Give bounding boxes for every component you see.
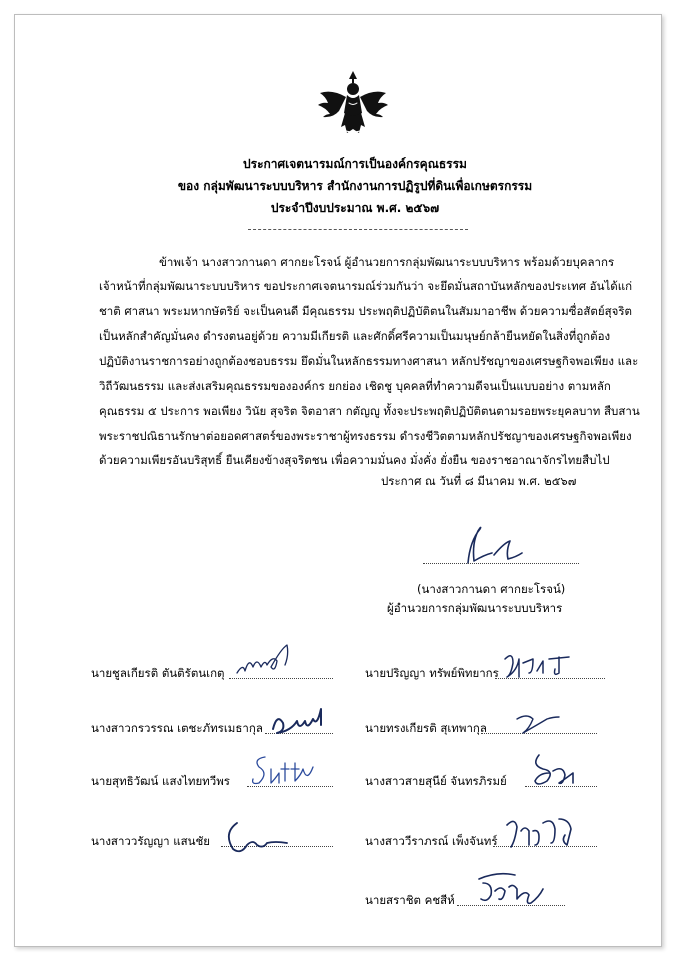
witness-name: นายปริญญา ทรัพย์พิทยากร [365,666,499,680]
witness-name: นางสาวกรวรรณ เตชะภัทรเมธากุล [91,721,263,735]
director-name: (นางสาวกานดา ศากยะโรจน์) [417,582,566,596]
witness-name: นายสราชิต คชสีห์ [365,893,455,907]
body-paragraph-line: ด้วยความเพียรอันบริสุทธิ์ ยืนเคียงข้างสุจริตชน เพื่อความมั่นคง มั่งคั่ง ยั่งยืน ของราชอาณาจักรไทยสืบไป [99,453,610,467]
body-paragraph-line: ข้าพเจ้า นางสาวกานดา ศากยะโรจน์ ผู้อำนวยการกลุ่มพัฒนาระบบบริหาร พร้อมด้วยบุคลากร [159,255,615,269]
witness-signature [513,709,563,737]
director-position: ผู้อำนวยการกลุ่มพัฒนาระบบบริหาร [387,601,563,615]
witness-signature [269,701,329,737]
body-paragraph-line: วิถีวัฒนธรรม และส่งเสริมคุณธรรมขององค์กร ยกย่อง เชิดชู บุคคลที่ทำความดีจนเป็นแบบอย่าง ตามหลัก [99,379,611,393]
witness-name: นายสุทธิวัฒน์ แสงไทยทวีพร [91,774,230,788]
document-page [14,14,662,947]
body-paragraph-line: ปฏิบัติงานราชการอย่างถูกต้องชอบธรรม ยึดมั่นในหลักธรรมทางศาสนา หลักปรัชญาของเศรษฐกิจพอเพียง และ [99,354,639,368]
body-paragraph-line: ชาติ ศาสนา พระมหากษัตริย์ จะเป็นคนดี มีคุณธรรม ประพฤติปฏิบัติตนในสัมมาอาชีพ ด้วยความซื่อสัตย์สุจริต [99,304,633,318]
garuda-emblem-icon [313,67,393,139]
heading-line-1: ประกาศเจตนารมณ์การเป็นองค์กรคุณธรรม [243,157,467,171]
witness-signature [527,749,587,793]
witness-name: นายทรงเกียรติ สุเทพากุล [365,721,487,735]
director-signature [460,523,530,567]
witness-name: นางสาววรัญญา แสนชัย [91,834,211,848]
heading-line-3: ประจำปีงบประมาณ พ.ศ. ๒๕๖๗ [270,201,440,215]
witness-signature [223,817,293,857]
witness-name: นายชูลเกียรติ ตันติรัตนเกตุ [91,666,225,680]
witness-signature [499,811,579,853]
witness-signature [233,643,303,683]
witness-name: นางสาววีราภรณ์ เพ็งจันทร์ [365,834,498,848]
witness-signature [473,869,549,909]
witness-signature [251,749,321,789]
body-paragraph-line: คุณธรรม ๕ ประการ พอเพียง วินัย สุจริต จิตอาสา กตัญญู ทั้งจะประพฤติปฏิบัติตนตามรอยพระยุคลบาท สืบสาน [99,404,640,418]
body-paragraph-line: เจ้าหน้าที่กลุ่มพัฒนาระบบบริหาร ขอประกาศเจตนารมณ์ร่วมกันว่า จะยึดมั่นสถาบันหลักของประเทศ อันได้แก่ [99,279,633,293]
body-paragraph-line: เป็นหลักสำคัญมั่นคง ดำรงตนอยู่ด้วย ความมีเกียรติ และศักดิ์ศรีความเป็นมนุษย์กล้ายืนหยัดในสิ่งที่ถูกต้อง [99,329,611,343]
director-signature-line [423,563,579,564]
witness-name: นางสาวสายสุนีย์ จันทรภิรมย์ [365,774,507,788]
witness-signature [499,645,575,685]
announcement-date: ประกาศ ณ วันที่ ๘ มีนาคม พ.ศ. ๒๕๖๗ [381,474,577,488]
body-paragraph-line: พระราชปณิธานรักษาต่อยอดศาสตร์ของพระราชาผู้ทรงธรรม ดำรงชีวิตตามหลักปรัชญาของเศรษฐกิจพอเพียง [99,429,632,443]
heading-divider [248,229,468,230]
heading-line-2: ของ กลุ่มพัฒนาระบบบริหาร สำนักงานการปฏิรูปที่ดินเพื่อเกษตรกรรม [177,179,533,193]
